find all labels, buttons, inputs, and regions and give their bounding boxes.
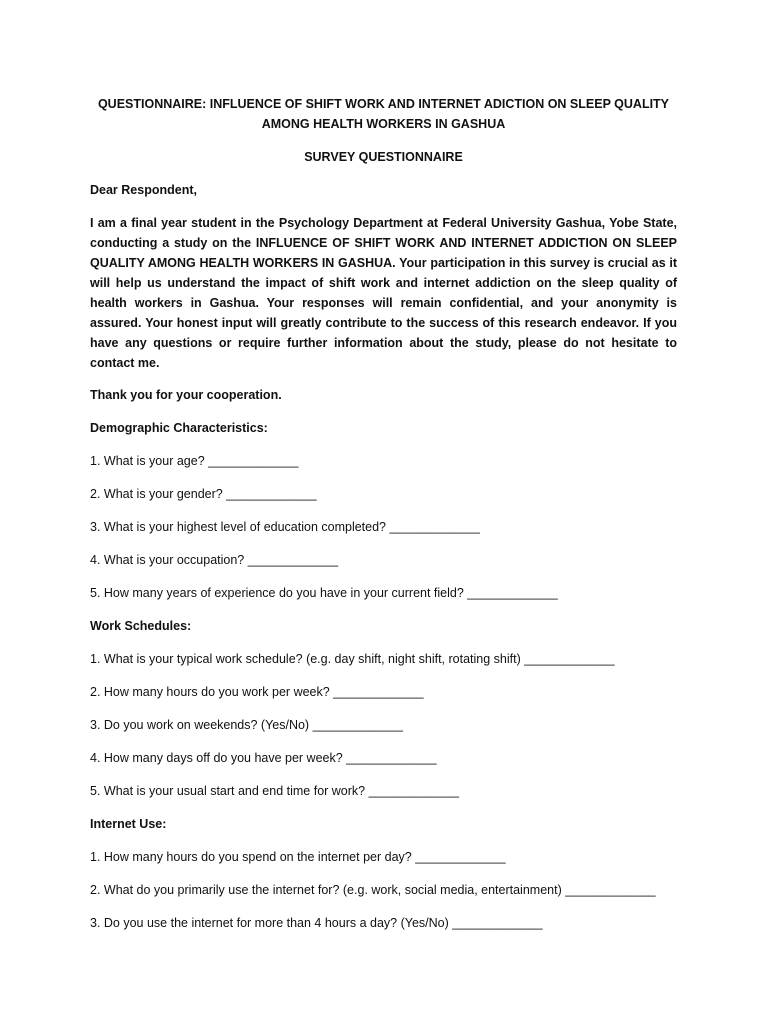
question-work-3: 3. Do you work on weekends? (Yes/No) _____________ — [90, 718, 403, 732]
section-heading-demographic: Demographic Characteristics: — [90, 421, 268, 435]
question-demographic-3: 3. What is your highest level of education completed? _____________ — [90, 520, 480, 534]
document-subtitle: SURVEY QUESTIONNAIRE — [304, 150, 463, 164]
section-heading-work: Work Schedules: — [90, 619, 192, 633]
question-demographic-1: 1. What is your age? _____________ — [90, 454, 299, 468]
thanks-line: Thank you for your cooperation. — [90, 388, 282, 402]
document-title: QUESTIONNAIRE: INFLUENCE OF SHIFT WORK AND INTERNET ADICTION ON SLEEP QUALITY AMONG HEALTH WORKERS IN GASHUA — [97, 97, 670, 131]
salutation: Dear Respondent, — [90, 183, 197, 197]
question-work-2: 2. How many hours do you work per week? _____________ — [90, 685, 424, 699]
section-heading-internet: Internet Use: — [90, 817, 167, 831]
question-demographic-5: 5. How many years of experience do you have in your current field? _____________ — [90, 586, 558, 600]
question-work-4: 4. How many days off do you have per week? _____________ — [90, 751, 437, 765]
question-demographic-2: 2. What is your gender? _____________ — [90, 487, 317, 501]
question-work-5: 5. What is your usual start and end time for work? _____________ — [90, 784, 459, 798]
intro-paragraph: I am a final year student in the Psychology Department at Federal University Gashua, Yobe State, conducting a study on the INFLUENCE OF SHIFT WORK AND INTERNET ADDICTION ON SLEEP QUALITY AMONG HEALTH WORKERS IN GASHUA. Your participation in this survey is crucial as it will help us understand the impact of shift work and internet addiction on the sleep quality of health workers in Gashua. Your responses will remain confidential, and your anonymity is assured. Your honest input will greatly contribute to the success of this research endeavor. If you have any questions or require further information about the study, please do not hesitate to contact me. — [90, 216, 677, 370]
document-page — [90, 94, 677, 933]
question-work-1: 1. What is your typical work schedule? (e.g. day shift, night shift, rotating shift) _____________ — [90, 652, 615, 666]
question-demographic-4: 4. What is your occupation? _____________ — [90, 553, 339, 567]
question-internet-1: 1. How many hours do you spend on the internet per day? _____________ — [90, 850, 506, 864]
question-internet-3: 3. Do you use the internet for more than 4 hours a day? (Yes/No) _____________ — [90, 916, 543, 930]
question-internet-2: 2. What do you primarily use the internet for? (e.g. work, social media, entertainment) _____________ — [90, 883, 656, 897]
